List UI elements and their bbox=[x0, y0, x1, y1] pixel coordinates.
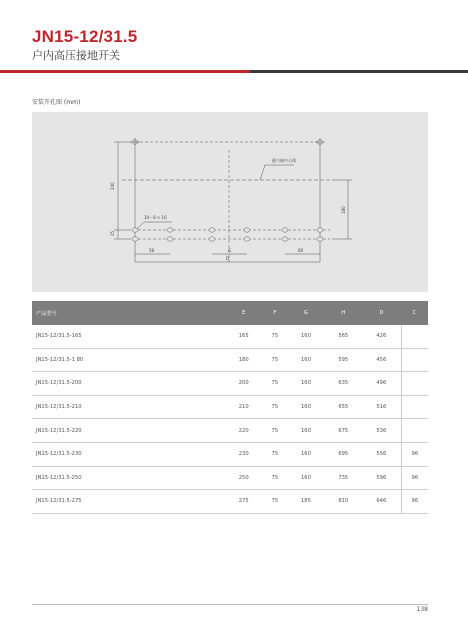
cell-c: 96 bbox=[401, 466, 428, 490]
header-g: G bbox=[287, 301, 324, 325]
table-row bbox=[32, 348, 428, 372]
cell-f: 75 bbox=[262, 395, 287, 419]
footer-rule bbox=[32, 604, 428, 605]
product-subtitle: 户内高压接地开关 bbox=[32, 49, 120, 62]
cell-c bbox=[401, 395, 428, 419]
table-row bbox=[32, 490, 428, 514]
cell-d: 426 bbox=[362, 325, 401, 348]
cell-model: JN15-12/31.5-220 bbox=[32, 419, 225, 443]
cell-g: 185 bbox=[287, 490, 324, 514]
product-title: JN15-12/31.5 bbox=[32, 27, 138, 46]
hole-spec-label: 10－8 × 16 bbox=[144, 215, 167, 220]
cell-g: 160 bbox=[287, 372, 324, 396]
dim-c-label: 66 bbox=[298, 248, 304, 253]
cell-d: 596 bbox=[362, 466, 401, 490]
cell-c bbox=[401, 372, 428, 396]
cell-g: 160 bbox=[287, 466, 324, 490]
mounting-hole-diagram bbox=[32, 112, 428, 292]
cell-h: 635 bbox=[325, 372, 362, 396]
dim-f-label: 58 bbox=[149, 248, 155, 253]
cell-g: 160 bbox=[287, 419, 324, 443]
cell-h: 565 bbox=[325, 325, 362, 348]
cell-e: 250 bbox=[225, 466, 262, 490]
cell-g: 160 bbox=[287, 348, 324, 372]
cell-g: 160 bbox=[287, 442, 324, 466]
mounting-hole-drawing bbox=[32, 112, 428, 292]
cell-model: JN15-12/31.5-200 bbox=[32, 372, 225, 396]
spec-table-header-row bbox=[32, 301, 428, 325]
cell-model: JN15-12/31.5-250 bbox=[32, 466, 225, 490]
cell-model: JN15-12/31.5-165 bbox=[32, 325, 225, 348]
cell-h: 695 bbox=[325, 442, 362, 466]
cell-e: 275 bbox=[225, 490, 262, 514]
cell-e: 165 bbox=[225, 325, 262, 348]
cell-f: 75 bbox=[262, 325, 287, 348]
table-row bbox=[32, 325, 428, 348]
cell-d: 536 bbox=[362, 419, 401, 443]
header-e: E bbox=[225, 301, 262, 325]
cell-c: 96 bbox=[401, 442, 428, 466]
cell-model: JN15-12/31.5-275 bbox=[32, 490, 225, 514]
cell-g: 160 bbox=[287, 395, 324, 419]
dim-d-label: D bbox=[226, 256, 230, 261]
header-rule-gray bbox=[250, 70, 468, 73]
page-number: 138 bbox=[416, 606, 428, 613]
dim-small-label: 25 bbox=[110, 230, 115, 236]
cell-h: 810 bbox=[325, 490, 362, 514]
section-label: 安装开孔图 (mm) bbox=[32, 99, 81, 106]
dim-e-label: 240 bbox=[110, 182, 115, 190]
axis-callout-label: 静刀轴中心线 bbox=[272, 158, 296, 163]
cell-f: 75 bbox=[262, 348, 287, 372]
cell-e: 220 bbox=[225, 419, 262, 443]
table-row bbox=[32, 466, 428, 490]
cell-e: 180 bbox=[225, 348, 262, 372]
cell-model: JN15-12/31.5-230 bbox=[32, 442, 225, 466]
cell-e: 200 bbox=[225, 372, 262, 396]
table-row bbox=[32, 442, 428, 466]
cell-c bbox=[401, 419, 428, 443]
cell-f: 75 bbox=[262, 490, 287, 514]
cell-model: JN15-12/31.5-210 bbox=[32, 395, 225, 419]
cell-model: JN15-12/31.5-1 80 bbox=[32, 348, 225, 372]
header-f: F bbox=[262, 301, 287, 325]
cell-h: 655 bbox=[325, 395, 362, 419]
cell-f: 75 bbox=[262, 442, 287, 466]
spec-table bbox=[32, 301, 428, 514]
cell-d: 496 bbox=[362, 372, 401, 396]
cell-d: 456 bbox=[362, 348, 401, 372]
cell-f: 75 bbox=[262, 372, 287, 396]
table-row bbox=[32, 372, 428, 396]
table-row bbox=[32, 419, 428, 443]
cell-d: 516 bbox=[362, 395, 401, 419]
header-h: H bbox=[325, 301, 362, 325]
cell-g: 160 bbox=[287, 325, 324, 348]
dim-g-label: G bbox=[228, 248, 232, 253]
cell-d: 646 bbox=[362, 490, 401, 514]
cell-h: 735 bbox=[325, 466, 362, 490]
cell-d: 556 bbox=[362, 442, 401, 466]
dim-h-label: 180 bbox=[341, 206, 346, 214]
cell-c bbox=[401, 348, 428, 372]
cell-f: 75 bbox=[262, 419, 287, 443]
cell-e: 210 bbox=[225, 395, 262, 419]
cell-f: 75 bbox=[262, 466, 287, 490]
cell-c bbox=[401, 325, 428, 348]
header-c: C bbox=[401, 301, 428, 325]
cell-h: 595 bbox=[325, 348, 362, 372]
header-d: D bbox=[362, 301, 401, 325]
header-product-model: 产品型号 bbox=[32, 301, 225, 325]
table-row bbox=[32, 395, 428, 419]
cell-h: 675 bbox=[325, 419, 362, 443]
cell-e: 230 bbox=[225, 442, 262, 466]
header-rule-red bbox=[0, 70, 250, 73]
cell-c: 96 bbox=[401, 490, 428, 514]
